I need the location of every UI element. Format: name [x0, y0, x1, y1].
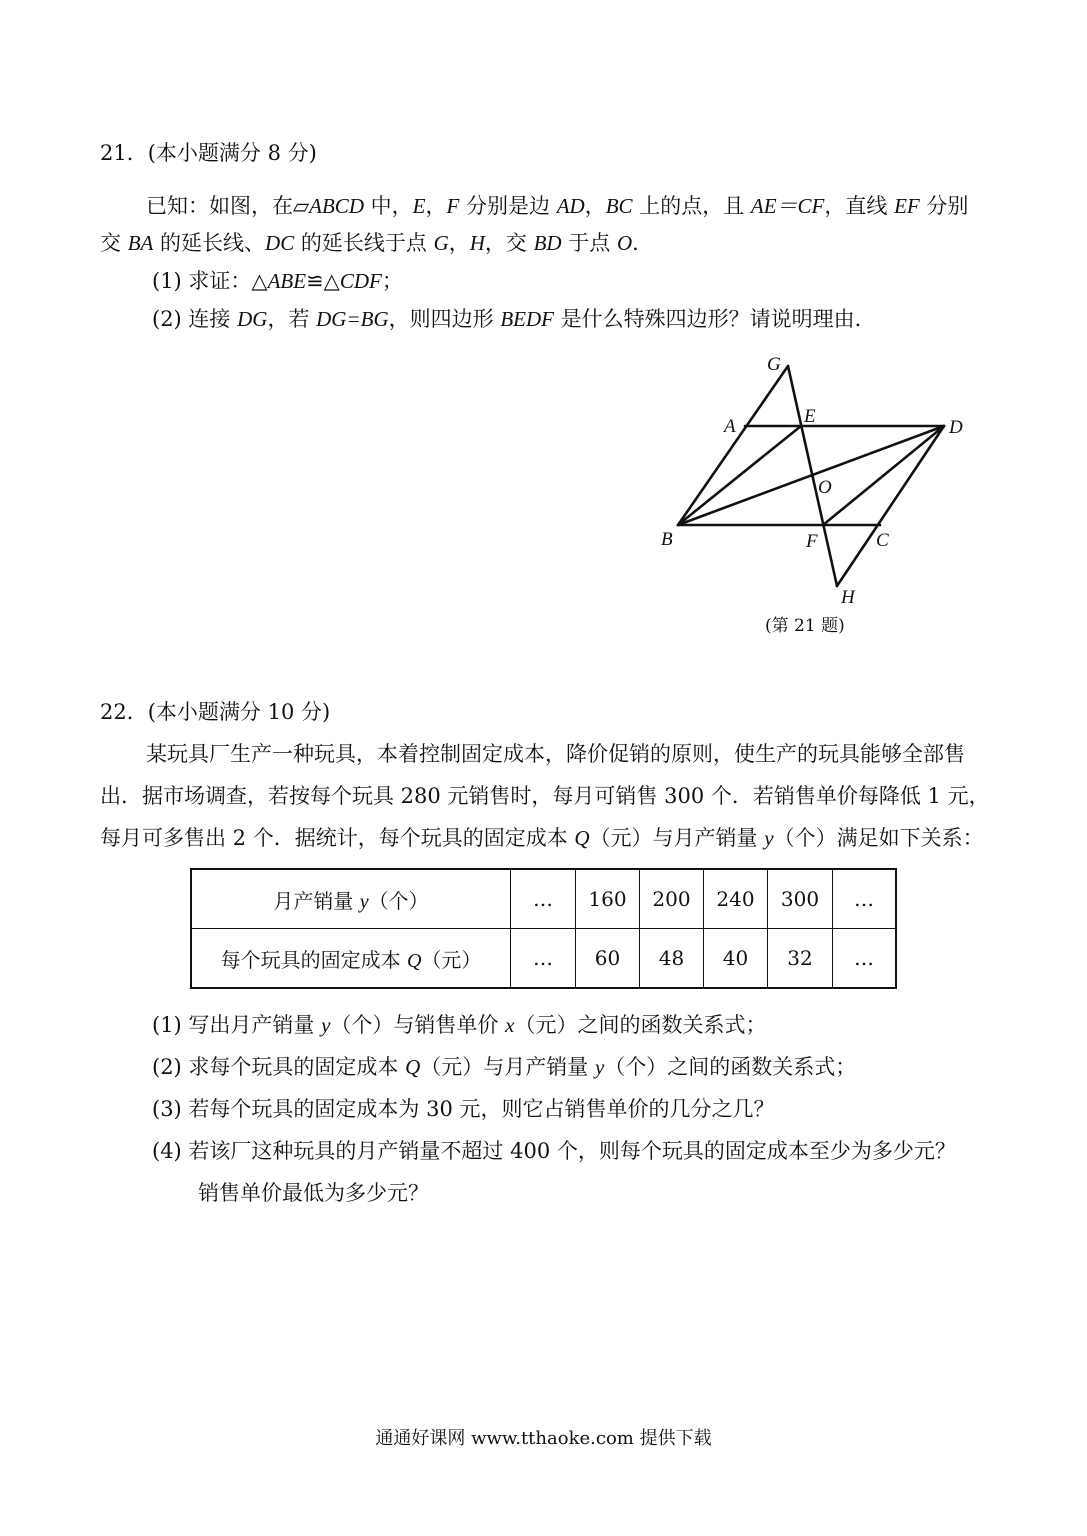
segment-DH [837, 426, 944, 586]
table-cell: … [511, 929, 576, 989]
label-H: H [841, 587, 855, 608]
table-cell: … [833, 929, 897, 989]
q21-part-1: (1) 求证：△ABE≌△CDF； [152, 269, 403, 293]
segment-FD [823, 426, 944, 525]
table-row [191, 929, 896, 989]
label-F: F [806, 531, 818, 552]
table-cell: 160 [576, 869, 640, 929]
label-B: B [661, 529, 673, 550]
label-G: G [767, 354, 781, 375]
table-cell: 300 [768, 869, 833, 929]
label-D: D [949, 417, 963, 438]
table-cell: 240 [704, 869, 768, 929]
row-header-sales: 月产销量 y（个） [191, 869, 511, 929]
q22-sub-4-line-2: 销售单价最低为多少元？ [198, 1181, 429, 1205]
label-O: O [818, 477, 832, 498]
label-A: A [724, 416, 736, 437]
q22-sub-1: (1) 写出月产销量 y（个）与销售单价 x（元）之间的函数关系式； [152, 1013, 767, 1037]
q21-part-2: (2) 连接 DG，若 DG=BG，则四边形 BEDF 是什么特殊四边形？请说明理由． [152, 307, 876, 331]
table-cell: … [833, 869, 897, 929]
q22-sub-4-line-1: (4) 若该厂这种玩具的月产销量不超过 400 个，则每个玩具的固定成本至少为多少元？ [152, 1139, 956, 1163]
table-cell: 48 [640, 929, 704, 989]
segment-BE [678, 426, 801, 525]
table-row [191, 869, 896, 929]
segment-BD [678, 426, 944, 525]
q22-sub-3: (3) 若每个玩具的固定成本为 30 元，则它占销售单价的几分之几？ [152, 1097, 775, 1121]
q22-sub-2: (2) 求每个玩具的固定成本 Q（元）与月产销量 y（个）之间的函数关系式； [152, 1055, 857, 1079]
table-cell: 60 [576, 929, 640, 989]
figure-caption: (第 21 题) [765, 616, 845, 636]
label-E: E [804, 406, 816, 427]
table-cell: 40 [704, 929, 768, 989]
q21-intro-line-1: 已知：如图，在▱ABCD 中，E，F 分别是边 AD，BC 上的点，且 AE＝CF，直线 EF 分别 [146, 194, 969, 218]
q21-title: 21．(本小题满分 8 分) [100, 141, 317, 165]
q22-title: 22．(本小题满分 10 分) [100, 700, 331, 724]
label-C: C [876, 530, 889, 551]
segment-GB [678, 366, 788, 525]
q22-para-line-1: 某玩具厂生产一种玩具，本着控制固定成本，降价促销的原则，使生产的玩具能够全部售 [146, 742, 965, 766]
table-cell: 200 [640, 869, 704, 929]
q22-para-line-2: 出．据市场调查，若按每个玩具 280 元销售时，每月可销售 300 个．若销售单价每降低 1 元， [100, 784, 990, 808]
row-header-cost: 每个玩具的固定成本 Q（元） [191, 929, 511, 989]
page-footer: 通通好课网 www.tthaoke.com 提供下载 [375, 1428, 712, 1449]
q21-geometry-figure [0, 0, 1087, 700]
q22-para-line-3: 每月可多售出 2 个．据统计，每个玩具的固定成本 Q（元）与月产销量 y（个）满足如下关系： [100, 826, 984, 850]
table-cell: 32 [768, 929, 833, 989]
q21-intro-line-2: 交 BA 的延长线、DC 的延长线于点 G，H，交 BD 于点 O． [100, 231, 654, 255]
q22-data-table [190, 868, 897, 989]
table-cell: … [511, 869, 576, 929]
